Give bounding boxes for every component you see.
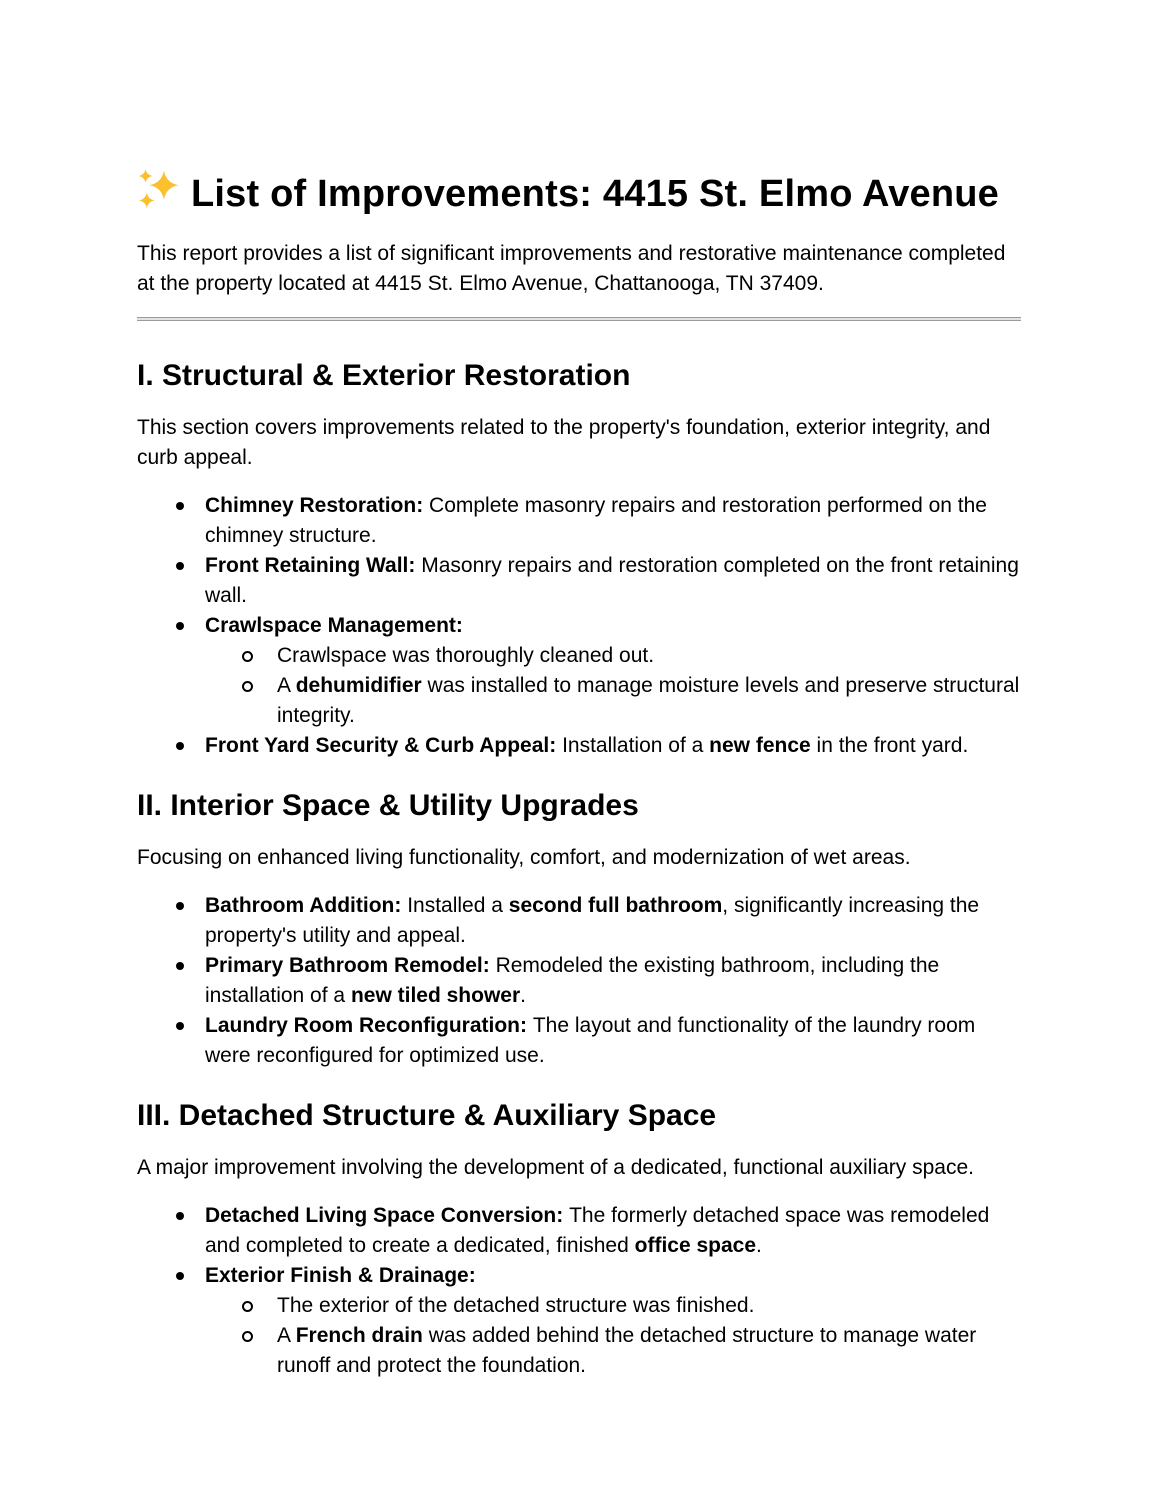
bullet-disc-icon <box>176 622 184 630</box>
list-item <box>137 1201 1021 1261</box>
bullet-circle-icon <box>242 1331 253 1342</box>
list-item-text: Front Retaining Wall: Masonry repairs and restoration completed on the front retaining wall. <box>205 554 1019 607</box>
section-lede-structural-exterior-restoration: This section covers improvements related to the property's foundation, exterior integrity, and curb appeal. <box>137 416 991 469</box>
sparkles-icon <box>137 168 181 217</box>
intro-paragraph: This report provides a list of significant improvements and restorative maintenance completed at the property located at 4415 St. Elmo Avenue, Chattanooga, TN 37409. <box>137 242 1006 295</box>
list-item <box>137 491 1021 551</box>
bullet-circle-icon <box>242 1301 253 1312</box>
section-divider <box>137 317 1021 321</box>
list-item <box>137 1011 1021 1071</box>
list-item <box>137 731 1021 761</box>
list-item-text: Chimney Restoration: Complete masonry repairs and restoration performed on the chimney structure. <box>205 494 987 547</box>
list-item-text: Front Yard Security & Curb Appeal: Installation of a new fence in the front yard. <box>205 734 969 757</box>
list-item-text: Primary Bathroom Remodel: Remodeled the existing bathroom, including the installation of a new tiled shower. <box>205 954 940 1007</box>
list-item-text: Laundry Room Reconfiguration: The layout and functionality of the laundry room were reconfigured for optimized use. <box>205 1014 976 1067</box>
document-title <box>137 168 1021 217</box>
list-item <box>137 1261 1021 1381</box>
bullet-disc-icon <box>176 902 184 910</box>
list-item-text: A French drain was added behind the detached structure to manage water runoff and protect the foundation. <box>277 1324 977 1377</box>
bullet-disc-icon <box>176 1022 184 1030</box>
section-heading-structural-exterior-restoration: I. Structural & Exterior Restoration <box>137 359 631 392</box>
list-item <box>137 951 1021 1011</box>
bullet-disc-icon <box>176 962 184 970</box>
bullet-circle-icon <box>242 681 253 692</box>
bullet-disc-icon <box>176 742 184 750</box>
list-item <box>137 551 1021 611</box>
bullet-disc-icon <box>176 502 184 510</box>
list-item-text: Detached Living Space Conversion: The formerly detached space was remodeled and completed to create a dedicated, finished office space. <box>205 1204 990 1257</box>
bullet-disc-icon <box>176 562 184 570</box>
sub-list-item <box>205 671 1021 731</box>
list-item <box>137 611 1021 731</box>
sections-container <box>137 357 1021 1381</box>
list-item <box>137 891 1021 951</box>
list-item-text: The exterior of the detached structure was finished. <box>277 1294 755 1317</box>
document-title-text: List of Improvements: 4415 St. Elmo Avenue <box>191 173 1000 215</box>
list-item-text: Bathroom Addition: Installed a second full bathroom, significantly increasing the property's utility and appeal. <box>205 894 980 947</box>
sub-bullet-list <box>205 1291 1021 1381</box>
section-heading-interior-space-utility-upgrades: II. Interior Space & Utility Upgrades <box>137 789 639 822</box>
sub-bullet-list <box>205 641 1021 731</box>
bullet-disc-icon <box>176 1212 184 1220</box>
list-item-text: Crawlspace was thoroughly cleaned out. <box>277 644 655 667</box>
bullet-circle-icon <box>242 651 253 662</box>
sub-list-item <box>205 1291 1021 1321</box>
section-lede-interior-space-utility-upgrades: Focusing on enhanced living functionality, comfort, and modernization of wet areas. <box>137 846 911 869</box>
sub-list-item <box>205 641 1021 671</box>
section-lede-detached-structure-auxiliary-space: A major improvement involving the development of a dedicated, functional auxiliary space. <box>137 1156 974 1179</box>
bullet-disc-icon <box>176 1272 184 1280</box>
sub-list-item <box>205 1321 1021 1381</box>
list-item-text: A dehumidifier was installed to manage moisture levels and preserve structural integrity. <box>277 674 1020 727</box>
section-heading-detached-structure-auxiliary-space: III. Detached Structure & Auxiliary Space <box>137 1099 717 1132</box>
bullet-list <box>137 891 1021 1071</box>
bullet-list <box>137 491 1021 761</box>
bullet-list <box>137 1201 1021 1381</box>
list-item-text: Crawlspace Management: <box>205 614 463 637</box>
list-item-text: Exterior Finish & Drainage: <box>205 1264 476 1287</box>
